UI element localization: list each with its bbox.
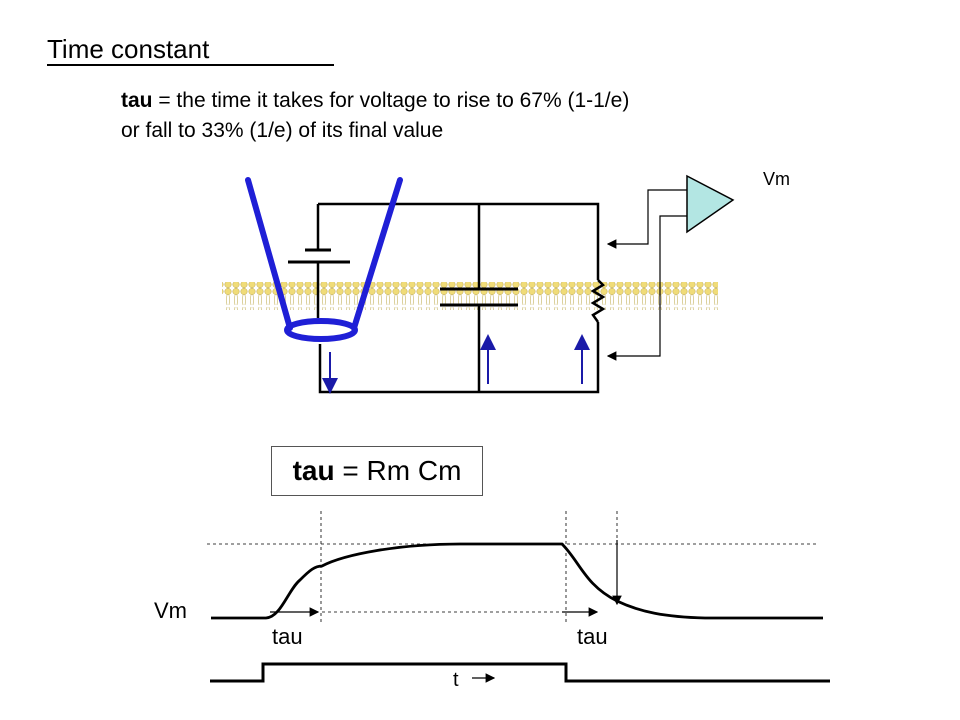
amplifier-icon (687, 176, 733, 232)
time-axis-label: t (453, 669, 459, 691)
vm-axis-label: Vm (154, 598, 187, 623)
voltage-trace (211, 544, 823, 618)
voltage-plot (207, 511, 830, 681)
formula-rhs: = Rm Cm (334, 455, 462, 486)
time-constant-formula (271, 446, 483, 496)
definition-line-2: or fall to 33% (1/e) of its final value (121, 119, 444, 142)
rise-tau-label: tau (272, 624, 303, 649)
tau-term: tau (121, 89, 153, 112)
current-step-trace (210, 664, 830, 681)
fall-tau-label: tau (577, 624, 608, 649)
formula-tau: tau (292, 455, 335, 486)
definition-text-1: = the time it takes for voltage to rise to 67% (1-1/e) (152, 89, 630, 112)
amplifier-label: Vm (763, 169, 790, 189)
amplifier-input-lead-plus (608, 190, 687, 244)
page-title: Time constant (47, 34, 210, 64)
electrode-tip (287, 321, 355, 339)
